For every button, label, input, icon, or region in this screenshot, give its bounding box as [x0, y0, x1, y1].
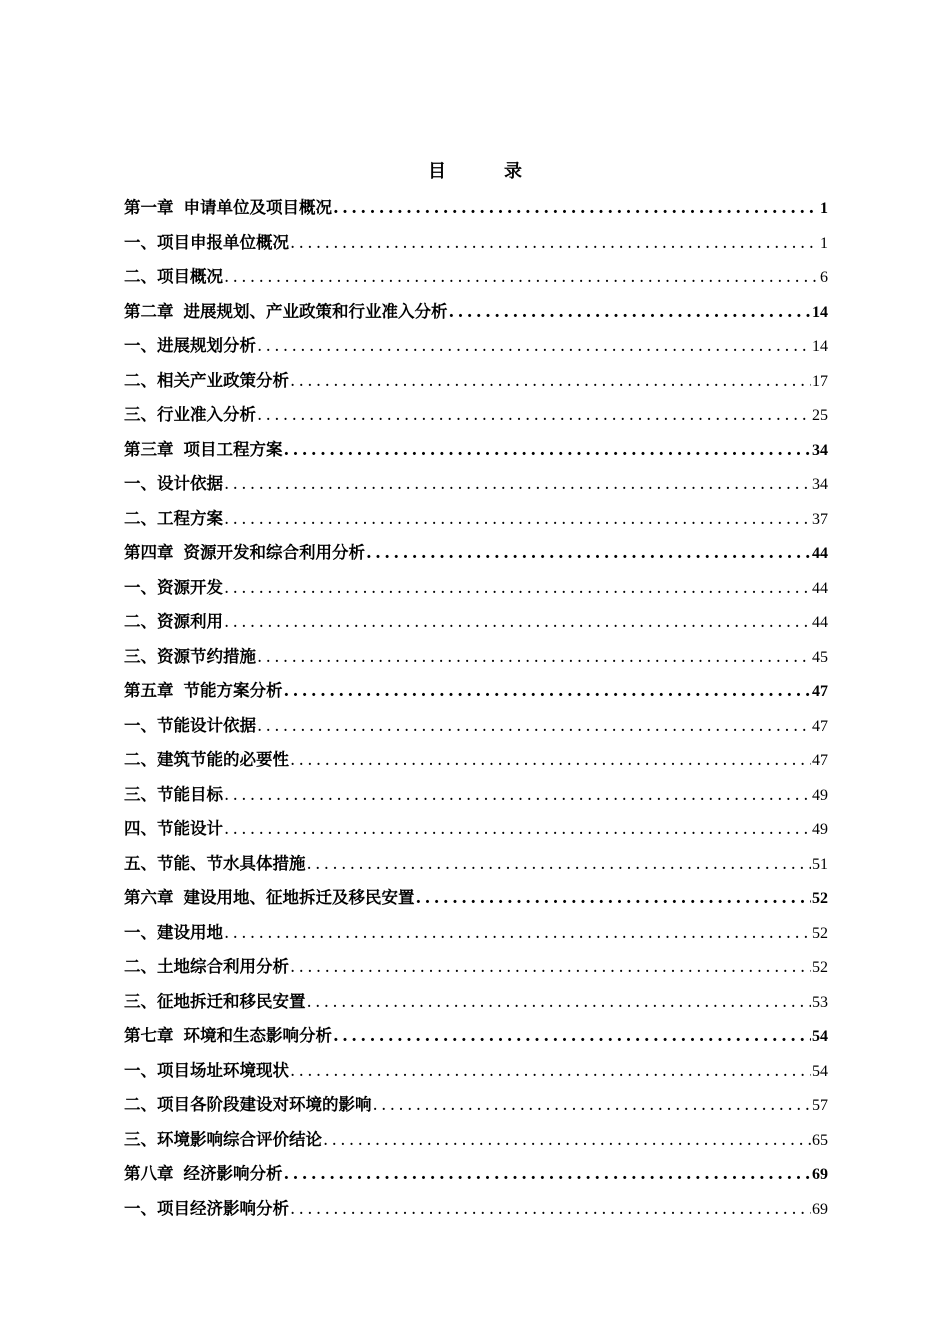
toc-page-number: 65 [812, 1131, 828, 1149]
toc-dot-leader [257, 640, 811, 675]
toc-chapter-entry[interactable] [124, 191, 828, 226]
toc-entry-text: 二、资源利用 [124, 612, 223, 631]
toc-section-entry[interactable] [124, 571, 828, 606]
toc-entry-label [124, 778, 223, 813]
toc-section-entry[interactable] [124, 502, 828, 537]
toc-chapter-entry[interactable] [124, 881, 828, 916]
toc-entry-label [124, 743, 289, 778]
toc-chapter-entry[interactable] [124, 536, 828, 571]
toc-entry-text: 二、土地综合利用分析 [124, 957, 289, 976]
toc-chapter-number: 第四章 [124, 543, 174, 562]
toc-entry-text: 一、建设用地 [124, 922, 223, 942]
toc-page-number: 52 [812, 959, 828, 976]
toc-page-number: 47 [812, 717, 828, 735]
toc-dot-leader [224, 605, 811, 640]
toc-dot-leader [366, 536, 811, 571]
toc-page-number: 44 [812, 614, 828, 631]
toc-page-number: 52 [812, 890, 828, 907]
toc-page-number: 69 [812, 1166, 828, 1183]
toc-page-number: 49 [812, 786, 828, 804]
toc-entry-label [124, 1054, 289, 1089]
toc-entry-text: 项目工程方案 [183, 439, 283, 459]
toc-entry-text: 一、节能设计依据 [124, 715, 256, 735]
toc-dot-leader [333, 1019, 811, 1054]
toc-entry-label [124, 571, 223, 606]
toc-entry-text: 四、节能设计 [124, 819, 223, 838]
toc-section-entry[interactable] [124, 812, 828, 847]
toc-entry-text: 三、行业准入分析 [124, 405, 256, 424]
toc-entry-label [124, 847, 306, 882]
toc-section-entry[interactable] [124, 743, 828, 778]
toc-entry-text: 一、进展规划分析 [124, 336, 256, 355]
toc-entry-text: 三、资源节约措施 [124, 646, 256, 666]
toc-entry-text: 一、资源开发 [124, 577, 223, 597]
toc-chapter-entry[interactable] [124, 1019, 828, 1054]
toc-dot-leader [224, 778, 811, 813]
toc-entry-label [124, 1157, 283, 1192]
toc-dot-leader [290, 1192, 811, 1227]
toc-entry-label [124, 502, 223, 537]
toc-chapter-number: 第五章 [124, 681, 174, 700]
toc-section-entry[interactable] [124, 1088, 828, 1123]
toc-dot-leader [224, 812, 811, 847]
toc-page-number: 49 [812, 821, 828, 838]
toc-section-entry[interactable] [124, 398, 828, 433]
toc-chapter-entry[interactable] [124, 295, 828, 330]
toc-section-entry[interactable] [124, 916, 828, 951]
toc-page-number: 54 [812, 1028, 828, 1045]
toc-entry-label [124, 398, 256, 433]
toc-entry-text: 二、相关产业政策分析 [124, 370, 289, 390]
toc-entry-text: 一、设计依据 [124, 474, 223, 493]
toc-entry-text: 一、项目场址环境现状 [124, 1060, 289, 1080]
toc-entry-label [124, 191, 332, 226]
toc-section-entry[interactable] [124, 1054, 828, 1089]
toc-section-entry[interactable] [124, 985, 828, 1020]
toc-dot-leader [307, 847, 812, 882]
toc-entry-label [124, 709, 256, 744]
toc-entry-text: 一、项目经济影响分析 [124, 1198, 289, 1218]
toc-section-entry[interactable] [124, 1192, 828, 1227]
toc-entry-label [124, 1088, 372, 1123]
toc-page-number: 1 [820, 200, 828, 217]
toc-dot-leader [224, 571, 811, 606]
toc-section-entry[interactable] [124, 1123, 828, 1158]
toc-entry-label [124, 260, 223, 295]
toc-entry-label [124, 640, 256, 675]
toc-section-entry[interactable] [124, 640, 828, 675]
toc-dot-leader [449, 295, 812, 330]
toc-page-number: 44 [812, 579, 828, 597]
toc-section-entry[interactable] [124, 605, 828, 640]
toc-page-number: 57 [812, 1097, 828, 1114]
toc-entry-label [124, 812, 223, 847]
toc-entry-text: 二、建筑节能的必要性 [124, 750, 289, 769]
toc-entry-label [124, 950, 289, 985]
toc-dot-leader [284, 433, 812, 468]
toc-entry-label [124, 295, 448, 330]
toc-chapter-number: 第二章 [124, 301, 174, 321]
toc-dot-leader [224, 260, 819, 295]
toc-dot-leader [290, 364, 811, 399]
toc-page-number: 51 [812, 855, 828, 873]
toc-entry-text: 资源开发和综合利用分析 [183, 543, 365, 562]
toc-dot-leader [290, 743, 811, 778]
toc-entry-text: 五、节能、节水具体措施 [124, 853, 306, 873]
toc-chapter-number: 第一章 [124, 198, 174, 217]
toc-entry-text: 二、工程方案 [124, 508, 223, 528]
toc-entry-text: 三、征地拆迁和移民安置 [124, 991, 306, 1011]
toc-page-number: 14 [812, 338, 828, 355]
toc-entry-label [124, 536, 365, 571]
toc-section-entry[interactable] [124, 364, 828, 399]
toc-entry-text: 环境和生态影响分析 [183, 1026, 332, 1045]
toc-page-number: 47 [812, 752, 828, 769]
toc-chapter-entry[interactable] [124, 433, 828, 468]
toc-entry-label [124, 674, 283, 709]
toc-entry-label [124, 364, 289, 399]
toc-dot-leader [290, 226, 819, 261]
toc-section-entry[interactable] [124, 709, 828, 744]
toc-entry-label [124, 467, 223, 502]
toc-page-number: 37 [812, 510, 828, 528]
toc-entry-label [124, 881, 415, 916]
toc-section-entry[interactable] [124, 260, 828, 295]
toc-dot-leader [290, 1054, 811, 1089]
toc-dot-leader [290, 950, 811, 985]
toc-page-number: 25 [812, 407, 828, 424]
toc-title: 目 录 [428, 161, 542, 182]
toc-entry-text: 三、环境影响综合评价结论 [124, 1129, 322, 1149]
toc-entry-label [124, 1192, 289, 1227]
toc-page-number: 14 [812, 303, 828, 321]
toc-list [124, 191, 828, 1226]
toc-entry-text: 建设用地、征地拆迁及移民安置 [183, 888, 415, 907]
toc-entry-text: 经济影响分析 [183, 1164, 283, 1183]
toc-chapter-number: 第七章 [124, 1026, 174, 1045]
toc-entry-label [124, 433, 283, 468]
toc-chapter-number: 第六章 [124, 888, 174, 907]
toc-entry-text: 节能方案分析 [183, 681, 283, 700]
toc-section-entry[interactable] [124, 950, 828, 985]
toc-section-entry[interactable] [124, 329, 828, 364]
toc-dot-leader [257, 329, 811, 364]
toc-section-entry[interactable] [124, 226, 828, 261]
toc-entry-text: 进展规划、产业政策和行业准入分析 [183, 301, 448, 321]
toc-entry-label [124, 985, 306, 1020]
toc-dot-leader [307, 985, 812, 1020]
toc-page-number: 34 [812, 476, 828, 493]
toc-section-entry[interactable] [124, 778, 828, 813]
toc-section-entry[interactable] [124, 847, 828, 882]
toc-page-number: 34 [812, 441, 828, 459]
toc-dot-leader [373, 1088, 812, 1123]
toc-page-number: 52 [812, 924, 828, 942]
toc-dot-leader [224, 467, 811, 502]
toc-page-number: 53 [812, 993, 828, 1011]
toc-page-number: 6 [820, 269, 828, 286]
toc-dot-leader [257, 709, 811, 744]
toc-entry-label [124, 1123, 322, 1158]
toc-entry-label [124, 916, 223, 951]
toc-dot-leader [416, 881, 812, 916]
toc-chapter-number: 第三章 [124, 439, 174, 459]
toc-page-number: 44 [812, 545, 828, 562]
toc-entry-label [124, 329, 256, 364]
toc-entry-label [124, 605, 223, 640]
toc-entry-label [124, 226, 289, 261]
toc-dot-leader [333, 191, 819, 226]
toc-entry-text: 一、项目申报单位概况 [124, 232, 289, 252]
toc-entry-text: 二、项目概况 [124, 267, 223, 286]
toc-chapter-entry[interactable] [124, 674, 828, 709]
toc-chapter-number: 第八章 [124, 1164, 174, 1183]
toc-page-number: 54 [812, 1062, 828, 1080]
toc-dot-leader [224, 502, 811, 537]
toc-entry-text: 申请单位及项目概况 [183, 198, 332, 217]
toc-chapter-entry[interactable] [124, 1157, 828, 1192]
toc-entry-label [124, 1019, 332, 1054]
toc-entry-text: 二、项目各阶段建设对环境的影响 [124, 1095, 372, 1114]
toc-dot-leader [224, 916, 811, 951]
toc-dot-leader [284, 674, 812, 709]
toc-dot-leader [284, 1157, 812, 1192]
toc-page-number: 1 [820, 234, 828, 252]
toc-page-number: 45 [812, 648, 828, 666]
toc-page-number: 17 [812, 372, 828, 390]
toc-page-number: 47 [812, 683, 828, 700]
toc-entry-text: 三、节能目标 [124, 784, 223, 804]
toc-page-number: 69 [812, 1200, 828, 1218]
toc-dot-leader [257, 398, 811, 433]
toc-section-entry[interactable] [124, 467, 828, 502]
toc-dot-leader [323, 1123, 811, 1158]
